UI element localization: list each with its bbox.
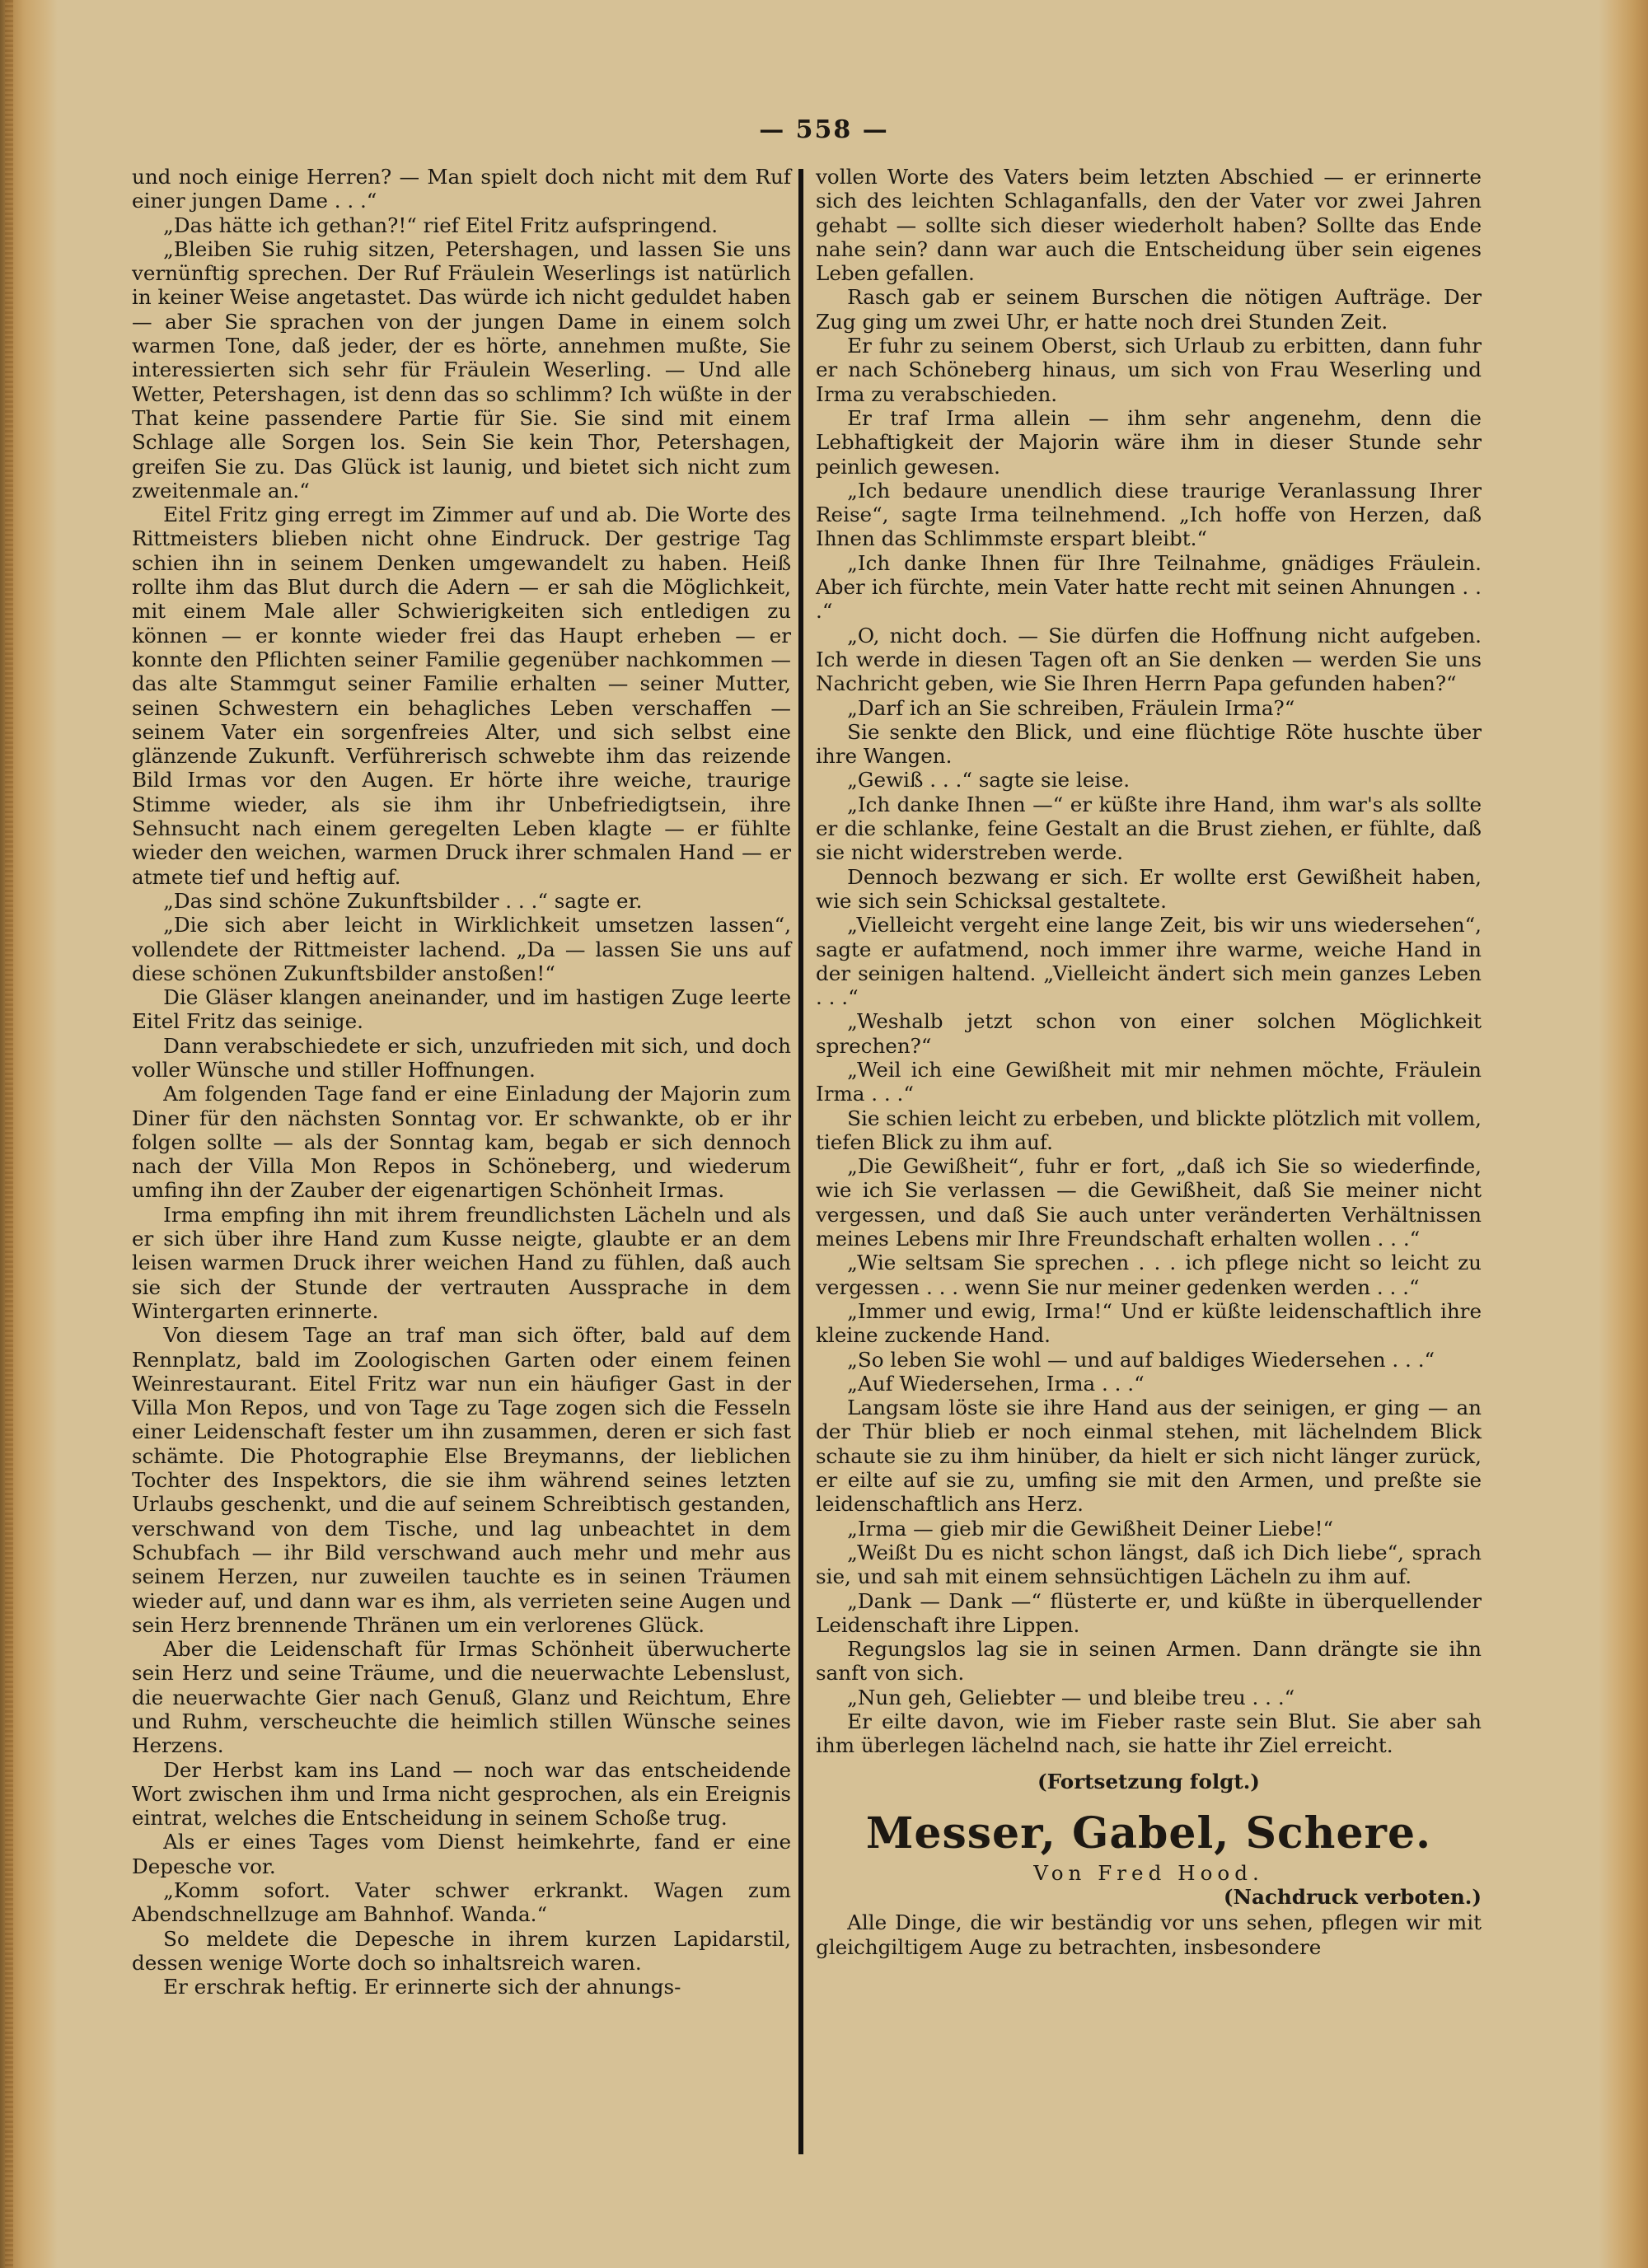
paragraph: „Nun geh, Geliebter — und bleibe treu . . .“	[847, 1685, 1295, 1709]
paragraph: So meldete die Depesche in ihrem kurzen Lapidarstil, dessen wenige Worte doch so inhaltsreich waren.	[132, 1926, 791, 1975]
paragraph: Der Herbst kam ins Land — noch war das entscheidende Wort zwischen ihm und Irma nicht gesprochen, als ein Ereignis eintrat, welches die Entscheidung in seinem Schoße trug.	[132, 1757, 791, 1831]
story-title: Messer, Gabel, Schere.	[865, 1807, 1432, 1859]
reprint-note: (Nachdruck verboten.)	[1223, 1885, 1482, 1910]
page-right-shadow	[1599, 0, 1648, 2268]
paragraph: „Das sind schöne Zukunftsbilder . . .“ sagte er.	[163, 888, 643, 913]
paragraph: Irma empfing ihn mit ihrem freundlichsten Lächeln und als er sich über ihre Hand zum Kusse neigte, glaubte er an dem leisen warmen Druck ihrer weichen Hand zu fühlen, daß auch sie sich der Stunde der vertrauten Aussprache in dem Wintergarten erinnerte.	[132, 1202, 791, 1323]
story-author: Von Fred Hood.	[1033, 1860, 1264, 1885]
paragraph: „O, nicht doch. — Sie dürfen die Hoffnung nicht aufgeben. Ich werde in diesen Tagen oft an Sie denken — werden Sie uns Nachricht geben, wie Sie Ihren Herrn Papa gefunden haben?“	[816, 623, 1482, 696]
page-number: — 558 —	[759, 115, 889, 144]
right-column	[816, 165, 1482, 1959]
left-column	[132, 165, 791, 1999]
paragraph: „Wie seltsam Sie sprechen . . . ich pflege nicht so leicht zu vergessen . . . wenn Sie nur meiner gedenken werden . . .“	[816, 1251, 1482, 1299]
column-divider	[798, 169, 803, 2154]
paragraph: Regungslos lag sie in seinen Armen. Dann drängte sie ihn sanft von sich.	[816, 1637, 1482, 1686]
paragraph: Langsam löste sie ihre Hand aus der seinigen, er ging — an der Thür blieb er noch einmal stehen, mit lächelndem Blick schaute sie zu ihm hinüber, da hielt er sich nicht länger zurück, er eilte auf sie zu, umfing sie mit den Armen, und preßte sie leidenschaftlich ans Herz.	[816, 1396, 1482, 1517]
paragraph: vollen Worte des Vaters beim letzten Abschied — er erinnerte sich des leichten Schlaganfalls, den der Vater vor zwei Jahren gehabt — sollte sich dieser wiederholt haben? Sollte das Ende nahe sein? dann war auch die Entscheidung über sein eigenes Leben gefallen.	[816, 165, 1482, 286]
paragraph: „Immer und ewig, Irma!“ Und er küßte leidenschaftlich ihre kleine zuckende Hand.	[816, 1298, 1482, 1348]
right-column-paragraphs	[816, 165, 1482, 1758]
paragraph: Dennoch bezwang er sich. Er wollte erst Gewißheit haben, wie sich sein Schicksal gestaltete.	[816, 864, 1482, 913]
paragraph: „Komm sofort. Vater schwer erkrankt. Wagen zum Abendschnellzuge am Bahnhof. Wanda.“	[132, 1878, 791, 1927]
paragraph: Er fuhr zu seinem Oberst, sich Urlaub zu erbitten, dann fuhr er nach Schöneberg hinaus, um sich von Frau Weserling und Irma zu verabschieden.	[816, 334, 1482, 406]
paragraph: Sie schien leicht zu erbeben, und blickte plötzlich mit vollem, tiefen Blick zu ihm auf.	[816, 1106, 1482, 1154]
paragraph: „Irma — gieb mir die Gewißheit Deiner Liebe!“	[847, 1516, 1334, 1541]
paragraph: Von diesem Tage an traf man sich öfter, bald auf dem Rennplatz, bald im Zoologischen Garten oder einem feinen Weinrestaurant. Eitel Fritz war nun ein häufiger Gast in der Villa Mon Repos, und von Tage zu Tage zogen sich die Fesseln einer Leidenschaft fester um ihn zusammen, deren er sich fast schämte. Die Photographie Else Breymanns, der lieblichen Tochter des Inspektors, die sie ihm während seines letzten Urlaubs geschenkt, und die auf seinem Schreibtisch gestanden, verschwand von dem Tische, und lag unbeachtet in dem Schubfach — ihr Bild verschwand auch mehr und mehr aus seinem Herzen, nur zuweilen tauchte es in seinen Träumen wieder auf, und dann war es ihm, als verrieten seine Augen und sein Herz brennende Thränen um ein verlorenes Glück.	[132, 1323, 791, 1637]
paragraph: „Gewiß . . .“ sagte sie leise.	[847, 768, 1131, 793]
paragraph: „Ich danke Ihnen für Ihre Teilnahme, gnädiges Fräulein. Aber ich fürchte, mein Vater hatte recht mit seinen Ahnungen . . .“	[816, 550, 1482, 624]
paragraph: Am folgenden Tage fand er eine Einladung der Majorin zum Diner für den nächsten Sonntag vor. Er schwankte, ob er ihr folgen sollte — als der Sonntag kam, begab er sich dennoch nach der Villa Mon Repos in Schöneberg, und wiederum umfing ihn der Zauber der eigenartigen Schönheit Irmas.	[132, 1082, 791, 1203]
paragraph: „Darf ich an Sie schreiben, Fräulein Irma?“	[847, 695, 1295, 720]
paragraph: „Ich danke Ihnen —“ er küßte ihre Hand, ihm war's als sollte er die schlanke, feine Gestalt an die Brust ziehen, er fühlte, daß sie nicht widerstreben werde.	[816, 792, 1482, 865]
paragraph: „Weshalb jetzt schon von einer solchen Möglichkeit sprechen?“	[816, 1009, 1482, 1058]
paragraph: „Dank — Dank —“ flüsterte er, und küßte in überquellender Leidenschaft ihre Lippen.	[816, 1588, 1482, 1637]
paragraph: „Weißt Du es nicht schon längst, daß ich Dich liebe“, sprach sie, und sah mit einem sehnsüchtigen Lächeln zu ihm auf.	[816, 1540, 1482, 1589]
paragraph: „Weil ich eine Gewißheit mit mir nehmen möchte, Fräulein Irma . . .“	[816, 1057, 1482, 1106]
story-opening-paragraph: Alle Dinge, die wir beständig vor uns sehen, pflegen wir mit gleichgiltigem Auge zu betrachten, insbesondere	[816, 1910, 1482, 1959]
paragraph: „So leben Sie wohl — und auf baldiges Wiedersehen . . .“	[847, 1347, 1435, 1372]
page-edge-stack	[5, 0, 13, 2268]
paragraph: „Bleiben Sie ruhig sitzen, Petershagen, und lassen Sie uns vernünftig sprechen. Der Ruf Fräulein Weserlings ist natürlich in keiner Weise angetastet. Das würde ich nicht geduldet haben — aber Sie sprachen von der jungen Dame in einem solch warmen Tone, daß jeder, der es hörte, annehmen mußte, Sie interessierten sich sehr für Fräulein Weserling. — Und alle Wetter, Petershagen, ist denn das so schlimm? Ich wüßte in der That keine passendere Partie für Sie. Sie sind mit einem Schlage alle Sorgen los. Sein Sie kein Thor, Petershagen, greifen Sie zu. Das Glück ist launig, und bietet sich nicht zum zweitenmale an.“	[132, 236, 791, 503]
paragraph: „Die sich aber leicht in Wirklichkeit umsetzen lassen“, vollendete der Rittmeister lachend. „Da — lassen Sie uns auf diese schönen Zukunftsbilder anstoßen!“	[132, 913, 791, 985]
paragraph: „Vielleicht vergeht eine lange Zeit, bis wir uns wiedersehen“, sagte er aufatmend, noch immer ihre warme, weiche Hand in der seinigen haltend. „Vielleicht ändert sich mein ganzes Leben . . .“	[816, 913, 1482, 1010]
paragraph: „Die Gewißheit“, fuhr er fort, „daß ich Sie so wiederfinde, wie ich Sie verlassen — die Gewißheit, daß Sie meiner nicht vergessen, und daß Sie auch unter veränderten Verhältnissen meines Lebens mir Ihre Freundschaft erhalten wollen . . .“	[816, 1154, 1482, 1251]
paragraph: Aber die Leidenschaft für Irmas Schönheit überwucherte sein Herz und seine Träume, und die neuerwachte Lebenslust, die neuerwachte Gier nach Genuß, Glanz und Reichtum, Ehre und Ruhm, verscheuchte die heimlich stillen Wünsche seines Herzens.	[132, 1637, 791, 1758]
paragraph: Die Gläser klangen aneinander, und im hastigen Zuge leerte Eitel Fritz das seinige.	[132, 985, 791, 1034]
paragraph: Er traf Irma allein — ihm sehr angenehm, denn die Lebhaftigkeit der Majorin wäre ihm in dieser Stunde sehr peinlich gewesen.	[816, 405, 1482, 479]
paragraph: Eitel Fritz ging erregt im Zimmer auf und ab. Die Worte des Rittmeisters blieben nicht ohne Eindruck. Der gestrige Tag schien ihn in seinem Denken umgewandelt zu haben. Heiß rollte ihm das Blut durch die Adern — er sah die Möglichkeit, mit einem Male aller Schwierigkeiten sich entledigen zu können — er konnte wieder frei das Haupt erheben — er konnte den Pflichten seiner Familie gegenüber nachkommen — das alte Stammgut seiner Familie erhalten — seiner Mutter, seinen Schwestern ein behagliches Leben verschaffen — seinem Vater ein sorgenfreies Alter, und sich selbst eine glänzende Zukunft. Verführerisch schwebte ihm das reizende Bild Irmas vor den Augen. Er hörte ihre weiche, traurige Stimme wieder, als sie ihm ihr Unbefriedigtsein, ihre Sehnsucht nach einem geregelten Leben klagte — er fühlte wieder den weichen, warmen Druck ihrer schmalen Hand — er atmete tief und heftig auf.	[132, 503, 791, 889]
paragraph: „Ich bedaure unendlich diese traurige Veranlassung Ihrer Reise“, sagte Irma teilnehmend. „Ich hoffe von Herzen, daß Ihnen das Schlimmste erspart bleibt.“	[816, 478, 1482, 551]
paragraph: „Das hätte ich gethan?!“ rief Eitel Fritz aufspringend.	[163, 213, 719, 237]
paragraph: „Auf Wiedersehen, Irma . . .“	[847, 1371, 1145, 1396]
paragraph: Er erschrak heftig. Er erinnerte sich der ahnungs-	[163, 1975, 681, 1999]
paragraph: Als er eines Tages vom Dienst heimkehrte, fand er eine Depesche vor.	[132, 1830, 791, 1878]
continued-note: (Fortsetzung folgt.)	[1037, 1769, 1260, 1793]
paragraph: und noch einige Herren? — Man spielt doch nicht mit dem Ruf einer jungen Dame . . .“	[132, 165, 791, 213]
paragraph: Dann verabschiedete er sich, unzufrieden mit sich, und doch voller Wünsche und stiller Hoffnungen.	[132, 1033, 791, 1082]
paragraph: Sie senkte den Blick, und eine flüchtige Röte huschte über ihre Wangen.	[816, 719, 1482, 769]
paragraph: Er eilte davon, wie im Fieber raste sein Blut. Sie aber sah ihm überlegen lächelnd nach, sie hatte ihr Ziel erreicht.	[816, 1709, 1482, 1758]
paragraph: Rasch gab er seinem Burschen die nötigen Aufträge. Der Zug ging um zwei Uhr, er hatte noch drei Stunden Zeit.	[816, 285, 1482, 334]
